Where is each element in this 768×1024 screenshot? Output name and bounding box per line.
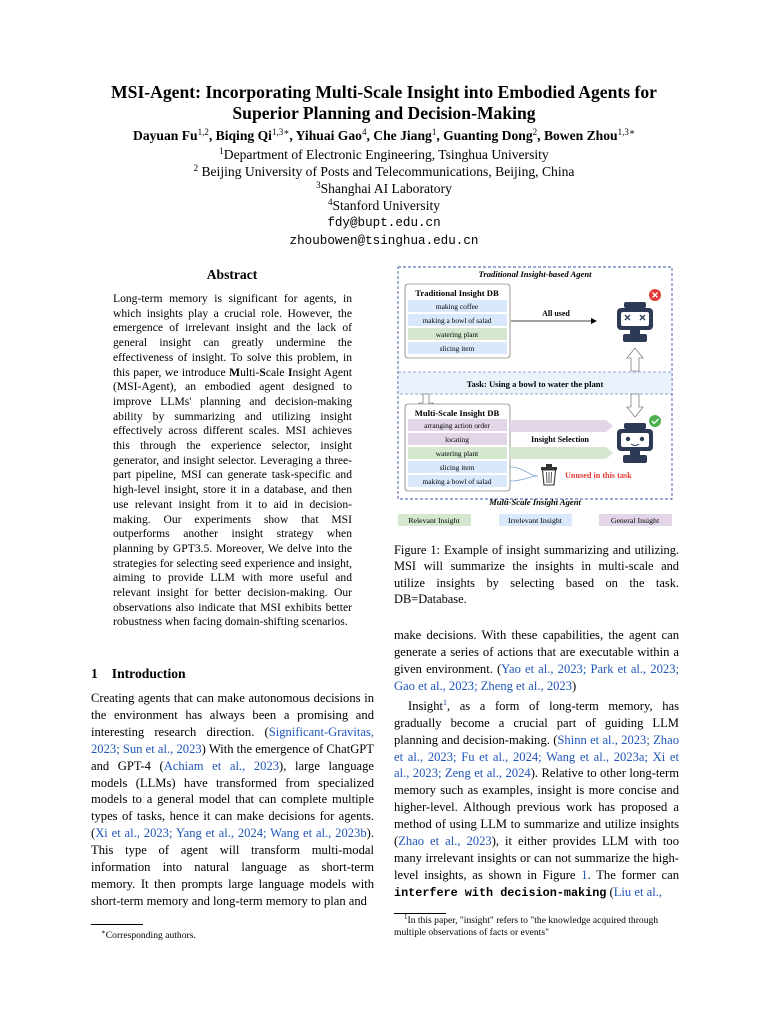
insight-label: watering plant bbox=[435, 330, 479, 339]
citation-link[interactable]: Achiam et al., 2023 bbox=[163, 758, 280, 773]
all-used-label: All used bbox=[542, 309, 570, 318]
insight-label: locating bbox=[445, 435, 469, 444]
unused-label: Unused in this task bbox=[565, 471, 632, 480]
footnote-corresponding: ∗Corresponding authors. bbox=[101, 928, 196, 941]
insight-label: making a bowl of salad bbox=[422, 316, 492, 325]
footnote-link[interactable]: 1 bbox=[442, 697, 447, 707]
author: Che Jiang$^1$ bbox=[373, 127, 437, 143]
section-heading: 1 Introduction bbox=[91, 666, 186, 681]
author: Biqing $Qi^{1,3∗}$ bbox=[215, 127, 290, 143]
task-label: Task: Using a bowl to water the plant bbox=[466, 379, 604, 389]
paper-title: MSI-Agent: Incorporating Multi-Scale Insight into Embodied Agents for Superior Planning and Decision-Making bbox=[111, 82, 657, 123]
introduction-text: Creating agents that can make autonomous decisions in the environment has always been a promising and interesting research direction. (Significant-Gravitas, 2023; Sun et al., 2023) With the emergence of ChatGPT and GPT-4 (Achiam et al., 2023), large language models (LLMs) have transformed from specialized models to a general model that can complete multiple types of tasks, hence it can make decisions for agents. (Xi et al., 2023; Yang et al., 2024; Wang et al., 2023b). This type of agent will transform multi-modal information into natural language as short-term memory. It then prompts large language models with short-term memory and long-term memory to plan and bbox=[91, 691, 374, 908]
affiliation: $^4$Stanford University bbox=[327, 197, 441, 213]
unused-flow bbox=[510, 476, 538, 481]
paragraph: make decisions. With these capabilities, the agent can generate a series of actions that are executable within a given environment. (Yao et al., 2023; Park et al., 2023; Gao et al., 2023; Zheng et al., 2023) bbox=[394, 628, 679, 693]
insight-label: slicing item bbox=[439, 463, 475, 472]
abstract-heading: Abstract bbox=[206, 267, 258, 282]
citation-link[interactable]: Zhao et al., 2023 bbox=[398, 834, 492, 849]
multi-scale-agent-label: Multi-Scale Insight Agent bbox=[489, 497, 581, 507]
figure-1 bbox=[394, 264, 679, 534]
legend-label: Irrelevant Insight bbox=[508, 516, 562, 525]
email[interactable]: fdy@bupt.edu.cn bbox=[327, 216, 441, 230]
citation-link[interactable]: Yao et al., 2023; Park et al., 2023; Gao et al., 2023; Zheng et al., 2023 bbox=[394, 661, 679, 693]
legend-label: General Insight bbox=[610, 516, 660, 525]
unused-flow bbox=[510, 467, 538, 476]
author: Bowen Zhou$^{1,3∗}$ bbox=[543, 127, 635, 143]
citation-link[interactable]: Significant-Gravitas, 2023; Sun et al., 2023 bbox=[91, 724, 374, 756]
email[interactable]: zhoubowen@tsinghua.edu.cn bbox=[289, 234, 479, 248]
author: Dayuan Fu$^{1,2}$ bbox=[133, 127, 209, 143]
footnote-rule bbox=[91, 924, 143, 925]
footnote-rule bbox=[394, 913, 446, 914]
figure-caption: Figure 1: Example of insight summarizing and utilizing. MSI will summarize the insights in multi-scale and utilize insights by selecting based on the task. DB=Database. bbox=[394, 543, 679, 607]
author: Yihuai Gao$^4$ bbox=[295, 127, 367, 143]
insight-label: arranging action order bbox=[424, 421, 490, 430]
insight-label: slicing item bbox=[439, 344, 475, 353]
selection-arrow-general bbox=[510, 420, 613, 432]
robot-icon bbox=[617, 302, 653, 342]
traditional-agent-label: Traditional Insight-based Agent bbox=[478, 269, 592, 279]
right-column-text bbox=[394, 627, 679, 902]
arrow-head bbox=[591, 318, 597, 324]
paragraph: Insight$^1$, as a form of long-term memory, has gradually become a crucial part of guiding LLM planning and decision-making. (Shinn et al., 2023; Zhao et al., 2023; Fu et al., 2024; Wang et al., 2023a; Xi et al., 2023; Zeng et al., 2024). Relative to other long-term memory such as examples, insight is more concise and higher-level. Although previous work has proposed a method of using LLM to summarize and utilize insights (Zhao et al., 2023), it either provides LLM with too many irrelevant insights or can not summarize the high-level insights, as shown in Figure 1. The former can interfere with decision-making (Liu et al., bbox=[394, 697, 680, 900]
multi-scale-db-title: Multi-Scale Insight DB bbox=[414, 408, 500, 418]
trash-icon bbox=[541, 464, 557, 485]
abstract-text: Long-term memory is significant for agents, in which insights play a crucial role. However, the emergence of irrelevant insight and the lack of general insight can greatly undermine the effectiveness of insight. To solve this problem, in this paper, we introduce Multi-Scale Insight Agent (MSI-Agent), an embodied agent designed to improve LLMs' planning and decision-making ability by summarizing and utilizing insight effectively across different scales. MSI achieves this through the experience selector, insight generator, and insight selector. Leveraging a three-part pipeline, MSI can generate task-specific and high-level insight, store it in a database, and then use relevant insight from it to aid in decision-making. Our experiments show that MSI outperforms another insight strategy when planning by GPT3.5. Moreover, We delve into the strategies for selecting seed experience and insight, aiming to provide LLM with more useful and relevant insight for better decision-making. Our observations also indicate that MSI exhibits better robustness when facing domain-shifting scenarios. bbox=[113, 292, 353, 629]
success-icon bbox=[649, 415, 661, 427]
insight-label: watering plant bbox=[435, 449, 479, 458]
selection-arrow-relevant bbox=[510, 447, 613, 459]
affiliation: $^1$Department of Electronic Engineering, Tsinghua University bbox=[219, 146, 549, 162]
insight-label: making a bowl of salad bbox=[422, 477, 492, 486]
legend-label: Relevant Insight bbox=[408, 516, 460, 525]
insight-label: making coffee bbox=[435, 302, 479, 311]
affiliation: $^3$Shanghai AI Laboratory bbox=[316, 180, 452, 196]
author: Guanting Dong$^2$ bbox=[443, 127, 538, 143]
author-list: Dayuan Fu$^{1,2}$, Biqing $Qi^{1,3∗}$, Yihuai Gao$^4$, Che Jiang$^1$, Guanting Dong$^2$, Bowen Zhou$^{1,3∗}$ bbox=[133, 127, 635, 143]
affiliation: $^2$ Beijing University of Posts and Telecommunications, Beijing, China bbox=[193, 163, 575, 179]
down-arrow-icon bbox=[627, 394, 643, 417]
traditional-db-title: Traditional Insight DB bbox=[415, 288, 499, 298]
footnote-insight: $^1$In this paper, "insight" refers to "the knowledge acquired through multiple observations of facts or events" bbox=[394, 913, 659, 938]
citation-link[interactable]: Liu et al., bbox=[613, 884, 662, 899]
citation-link[interactable]: Xi et al., 2023; Yang et al., 2024; Wang et al., 2023b bbox=[95, 826, 367, 841]
citation-link[interactable]: Shinn et al., 2023; Zhao et al., 2023; Fu et al., 2024; Wang et al., 2023a; Xi et al., 2023; Zeng et al., 2024 bbox=[394, 732, 679, 781]
insight-selection-label: Insight Selection bbox=[530, 435, 590, 444]
up-arrow-icon bbox=[627, 348, 643, 371]
robot-icon bbox=[617, 423, 653, 463]
figure-link[interactable]: 1 bbox=[581, 867, 588, 882]
